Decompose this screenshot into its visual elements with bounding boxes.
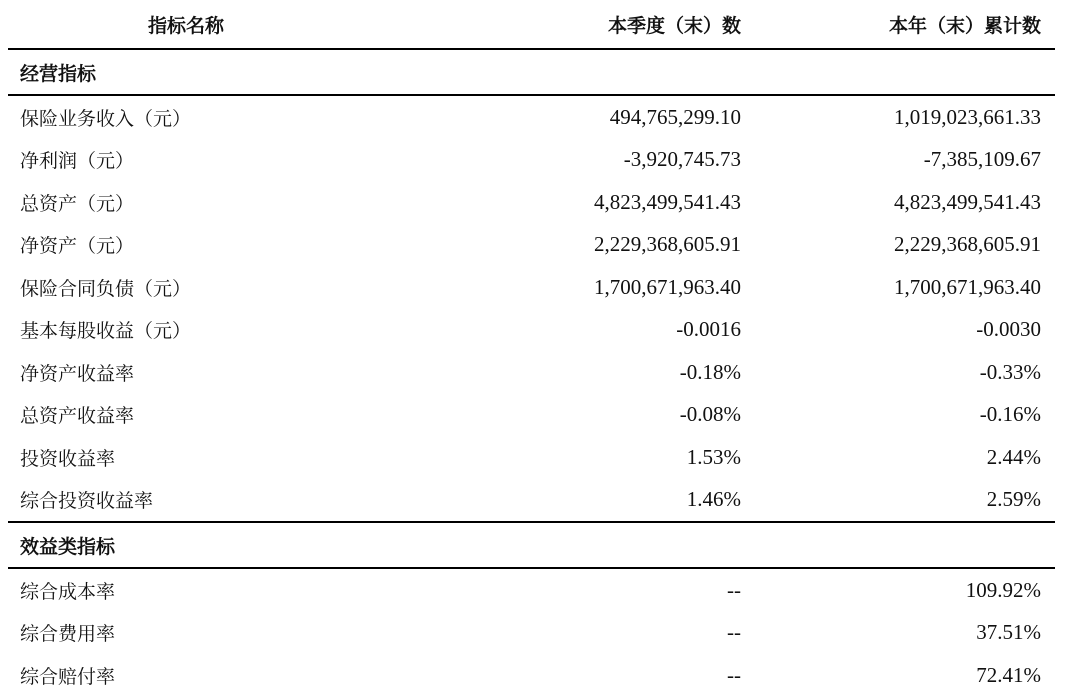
quarter-value: 1,700,671,963.40 [594,274,741,299]
quarter-value: 4,823,499,541.43 [594,189,741,214]
indicator-name: 总资产（元） [20,192,135,215]
indicator-table [8,0,1055,697]
section-title-row [8,50,1055,96]
table-header [8,0,1055,50]
quarter-value: -0.0016 [676,317,741,342]
quarter-value: -- [727,662,741,687]
table-row [8,224,1055,267]
indicator-name: 保险业务收入（元） [20,107,192,130]
table-row [8,654,1055,697]
year-value: -7,385,109.67 [923,147,1041,172]
indicator-name: 净利润（元） [20,150,135,173]
year-value: -0.16% [979,402,1041,427]
year-value: 2.44% [986,444,1041,469]
quarter-value: -- [727,577,741,602]
indicator-name: 综合成本率 [20,580,116,603]
table-row [8,266,1055,309]
year-value: 72.41% [976,662,1041,687]
table-row [8,479,1055,522]
table-row [8,612,1055,655]
indicator-name: 综合费用率 [20,623,116,646]
indicator-name: 综合投资收益率 [20,490,154,513]
year-value: 2.59% [986,487,1041,512]
year-value: 1,700,671,963.40 [894,274,1041,299]
table-row [8,351,1055,394]
quarter-value: 1.53% [686,444,741,469]
table-row [8,181,1055,224]
indicator-name: 基本每股收益（元） [20,320,192,343]
table-row [8,139,1055,182]
year-value: -0.0030 [976,317,1041,342]
indicator-name: 保险合同负债（元） [20,277,192,300]
section-title: 效益类指标 [20,535,116,558]
table-row [8,96,1055,139]
indicator-name: 净资产收益率 [20,362,135,385]
quarter-value: 1.46% [686,487,741,512]
year-value: 109.92% [965,577,1041,602]
table-row [8,436,1055,479]
section-title: 经营指标 [20,62,97,85]
table-row [8,569,1055,612]
section-title-row [8,523,1055,569]
column-header-quarter: 本季度（末）数 [607,14,741,37]
quarter-value: -0.18% [679,359,741,384]
year-value: 37.51% [976,620,1041,645]
quarter-value: 2,229,368,605.91 [594,232,741,257]
indicator-name: 综合赔付率 [20,665,116,688]
year-value: 1,019,023,661.33 [894,104,1041,129]
year-value: -0.33% [979,359,1041,384]
year-value: 4,823,499,541.43 [894,189,1041,214]
column-header-year: 本年（末）累计数 [888,14,1041,37]
table-row [8,394,1055,437]
quarter-value: -3,920,745.73 [623,147,741,172]
indicator-name: 净资产（元） [20,235,135,258]
indicator-name: 投资收益率 [20,447,116,470]
column-header-name: 指标名称 [148,14,225,37]
quarter-value: 494,765,299.10 [609,104,741,129]
table-row [8,309,1055,352]
indicator-name: 总资产收益率 [20,405,135,428]
quarter-value: -- [727,620,741,645]
year-value: 2,229,368,605.91 [894,232,1041,257]
quarter-value: -0.08% [679,402,741,427]
